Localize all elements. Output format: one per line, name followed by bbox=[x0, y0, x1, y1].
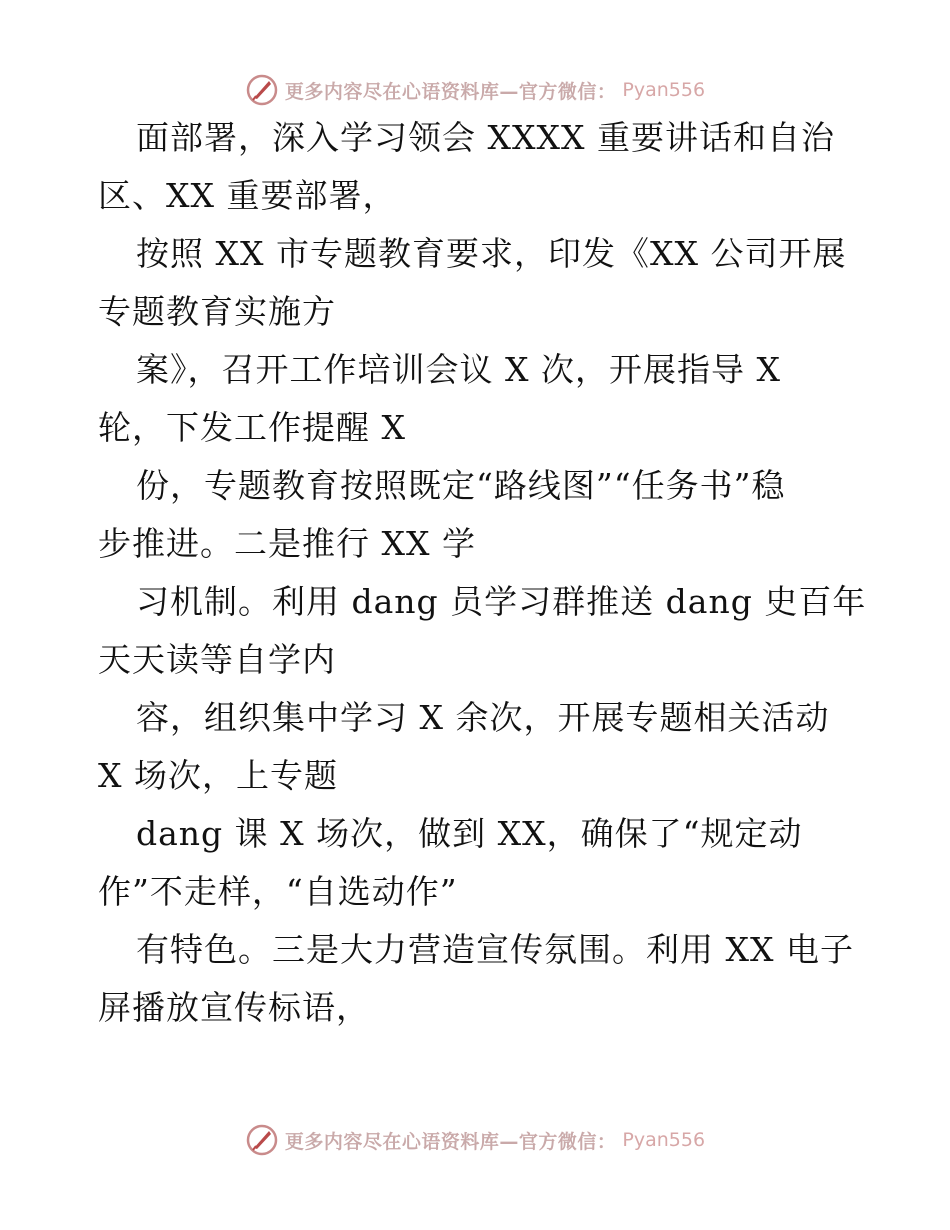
text-line: 天天读等自学内 bbox=[98, 640, 336, 679]
text-line: 屏播放宣传标语， bbox=[98, 988, 370, 1027]
header-watermark bbox=[0, 70, 950, 110]
text-line: 按照 XX 市专题教育要求，印发《XX 公司开展 bbox=[136, 234, 847, 273]
text-line: 容，组织集中学习 X 余次，开展专题相关活动 bbox=[136, 698, 830, 737]
watermark-text: 更多内容尽在心语资料库—官方微信： bbox=[284, 1130, 617, 1153]
text-line: dang 课 X 场次，做到 XX，确保了“规定动 bbox=[136, 814, 803, 853]
text-line: 轮，下发工作提醒 X bbox=[98, 408, 406, 447]
feather-pen-icon bbox=[245, 1123, 279, 1157]
text-line: 份，专题教育按照既定“路线图”“任务书”稳 bbox=[136, 466, 786, 505]
text-line: 面部署，深入学习领会 XXXX 重要讲话和自治 bbox=[136, 118, 835, 157]
footer-watermark bbox=[0, 1120, 950, 1160]
document-body bbox=[98, 118, 867, 1046]
watermark-wechat-id: Pyan556 bbox=[622, 1129, 706, 1151]
text-line: 习机制。利用 dang 员学习群推送 dang 史百年 bbox=[136, 582, 867, 621]
text-line: 专题教育实施方 bbox=[98, 292, 336, 331]
feather-pen-icon bbox=[245, 73, 279, 107]
text-line: 步推进。二是推行 XX 学 bbox=[98, 524, 476, 563]
text-line: X 场次，上专题 bbox=[98, 756, 338, 795]
watermark-wechat-id: Pyan556 bbox=[622, 79, 706, 101]
watermark-text: 更多内容尽在心语资料库—官方微信： bbox=[284, 80, 617, 103]
text-line: 案》，召开工作培训会议 X 次，开展指导 X bbox=[136, 350, 781, 389]
text-line: 有特色。三是大力营造宣传氛围。利用 XX 电子 bbox=[136, 930, 854, 969]
text-line: 作”不走样，“自选动作” bbox=[98, 872, 458, 911]
text-line: 区、XX 重要部署， bbox=[98, 176, 397, 215]
